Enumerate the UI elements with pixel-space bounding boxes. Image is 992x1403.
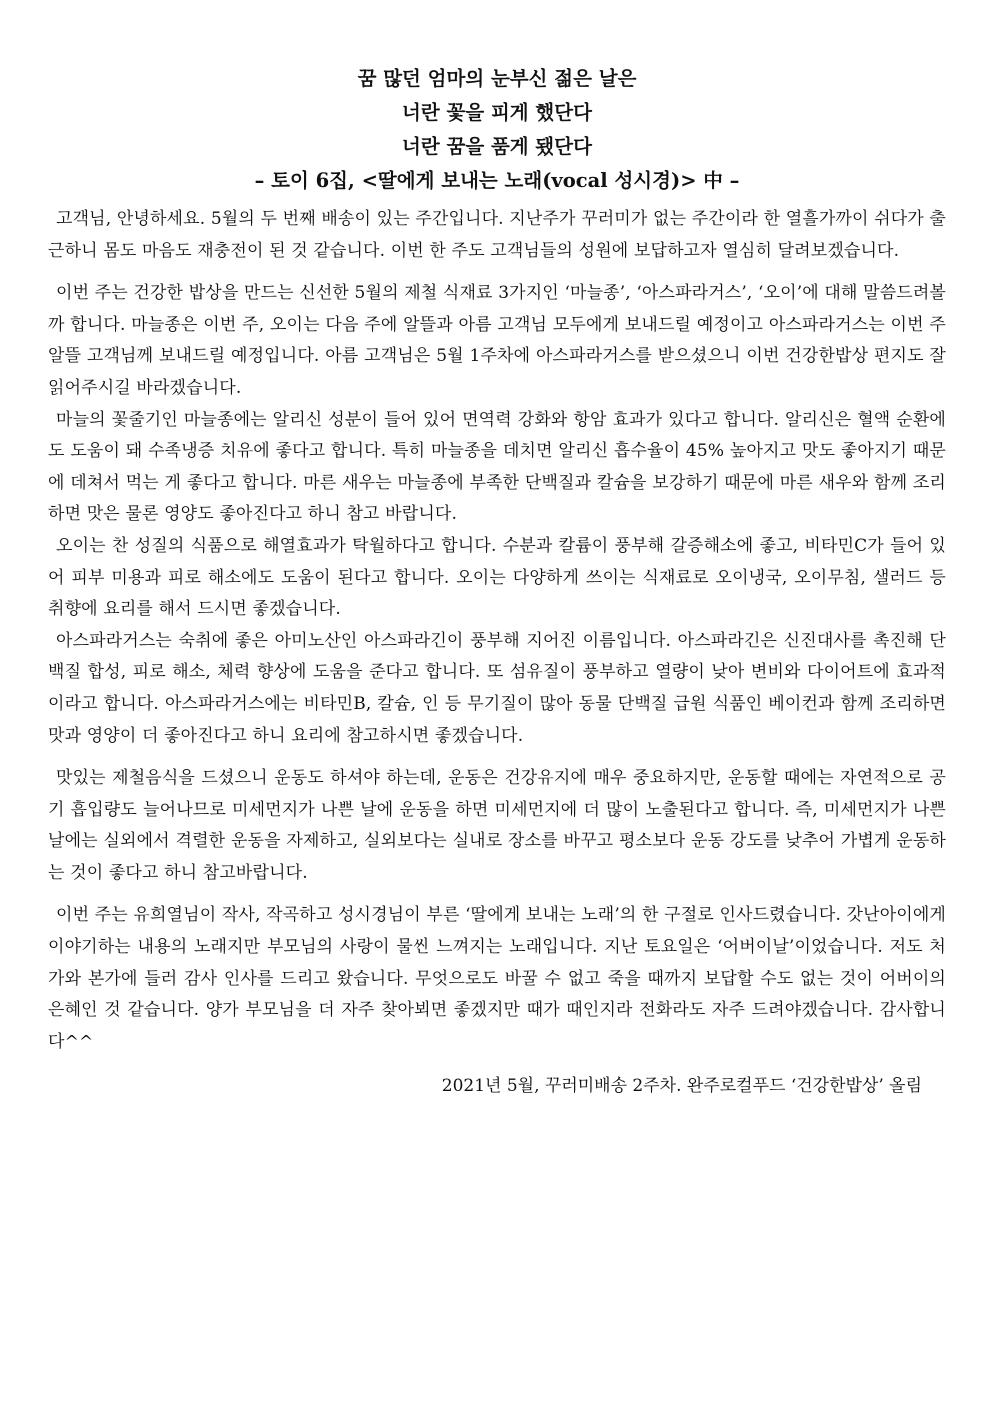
- letter-page: [48, 62, 946, 1102]
- paragraph-closing: 이번 주는 유희열님이 작사, 작곡하고 성시경님이 부른 ‘딸에게 보내는 노래’의 한 구절로 인사드렸습니다. 갓난아이에게 이야기하는 내용의 노래지만 부모님의 사랑이 물씬 느껴지는 노래입니다. 지난 토요일은 ‘어버이날’이었습니다. 저도 처가와 본가에 들러 감사 인사를 드리고 왔습니다. 무엇으로도 바꿀 수 없고 죽을 때까지 보답할 수도 없는 것이 어버이의 은혜인 것 같습니다. 양가 부모님을 더 자주 찾아뵈면 좋겠지만 때가 때인지라 전화라도 자주 드려야겠습니다. 감사합니다^^: [48, 905, 946, 1052]
- quote-source: – 토이 6집, <딸에게 보내는 노래(vocal 성시경)> 中 –: [254, 169, 740, 192]
- paragraph-greeting: 고객님, 안녕하세요. 5월의 두 번째 배송이 있는 주간입니다. 지난주가 꾸러미가 없는 주간이라 한 열흘가까이 쉬다가 출근하니 몸도 마음도 재충전이 된 것 같습니다. 이번 한 주도 고객님들의 성원에 보답하고자 열심히 달려보겠습니다.: [48, 209, 946, 261]
- letter-body: [48, 204, 946, 1058]
- quote-line-2: 너란 꽃을 피게 했단다: [402, 101, 592, 124]
- signature: 2021년 5월, 꾸러미배송 2주차. 완주로컬푸드 ‘건강한밥상’ 올림: [441, 1076, 922, 1097]
- paragraph-ingredients-intro: 이번 주는 건강한 밥상을 만드는 신선한 5월의 제철 식재료 3가지인 ‘마늘종’, ‘아스파라거스’, ‘오이’에 대해 말씀드려볼까 합니다. 마늘종은 이번 주, 오이는 다음 주에 알뜰과 아름 고객님 모두에게 보내드릴 예정이고 아스파라거스는 이번 주 알뜰 고객님께 보내드릴 예정입니다. 아름 고객님은 5월 1주차에 아스파라거스를 받으셨으니 이번 건강한밥상 편지도 잘 읽어주시길 바라겠습니다.: [48, 283, 946, 398]
- paragraph-garlic-stem: 마늘의 꽃줄기인 마늘종에는 알리신 성분이 들어 있어 면역력 강화와 항암 효과가 있다고 합니다. 알리신은 혈액 순환에도 도움이 돼 수족냉증 치유에 좋다고 합니다. 특히 마늘종을 데치면 알리신 흡수율이 45% 높아지고 맛도 좋아지기 때문에 데쳐서 먹는 게 좋다고 합니다. 마른 새우는 마늘종에 부족한 단백질과 칼슘을 보강하기 때문에 마른 새우와 함께 조리하면 맛은 물론 영양도 좋아진다고 하니 참고 바랍니다.: [48, 409, 946, 525]
- song-quote: [48, 62, 946, 198]
- paragraph-exercise: 맛있는 제철음식을 드셨으니 운동도 하셔야 하는데, 운동은 건강유지에 매우 중요하지만, 운동할 때에는 자연적으로 공기 흡입량도 늘어나므로 미세먼지가 나쁜 날에 운동을 하면 미세먼지에 더 많이 노출된다고 합니다. 즉, 미세먼지가 나쁜 날에는 실외에서 격렬한 운동을 자제하고, 실외보다는 실내로 장소를 바꾸고 평소보다 운동 강도를 낮추어 가볍게 운동하는 것이 좋다고 하니 참고바랍니다.: [48, 768, 946, 883]
- quote-line-1: 꿈 많던 엄마의 눈부신 젊은 날은: [357, 67, 637, 90]
- paragraph-cucumber: 오이는 찬 성질의 식품으로 해열효과가 탁월하다고 합니다. 수분과 칼륨이 풍부해 갈증해소에 좋고, 비타민C가 들어 있어 피부 미용과 피로 해소에도 도움이 된다고 합니다. 오이는 다양하게 쓰이는 식재료로 오이냉국, 오이무침, 샐러드 등 취향에 요리를 해서 드시면 좋겠습니다.: [48, 535, 946, 620]
- paragraph-asparagus: 아스파라거스는 숙취에 좋은 아미노산인 아스파라긴이 풍부해 지어진 이름입니다. 아스파라긴은 신진대사를 촉진해 단백질 합성, 피로 해소, 체력 향상에 도움을 준다고 합니다. 또 섬유질이 풍부하고 열량이 낮아 변비와 다이어트에 효과적이라고 합니다. 아스파라거스에는 비타민B, 칼슘, 인 등 무기질이 많아 동물 단백질 급원 식품인 베이컨과 함께 조리하면 맛과 영양이 더 좋아진다고 하니 요리에 참고하시면 좋겠습니다.: [48, 630, 946, 746]
- quote-line-3: 너란 꿈을 품게 됐단다: [402, 135, 592, 158]
